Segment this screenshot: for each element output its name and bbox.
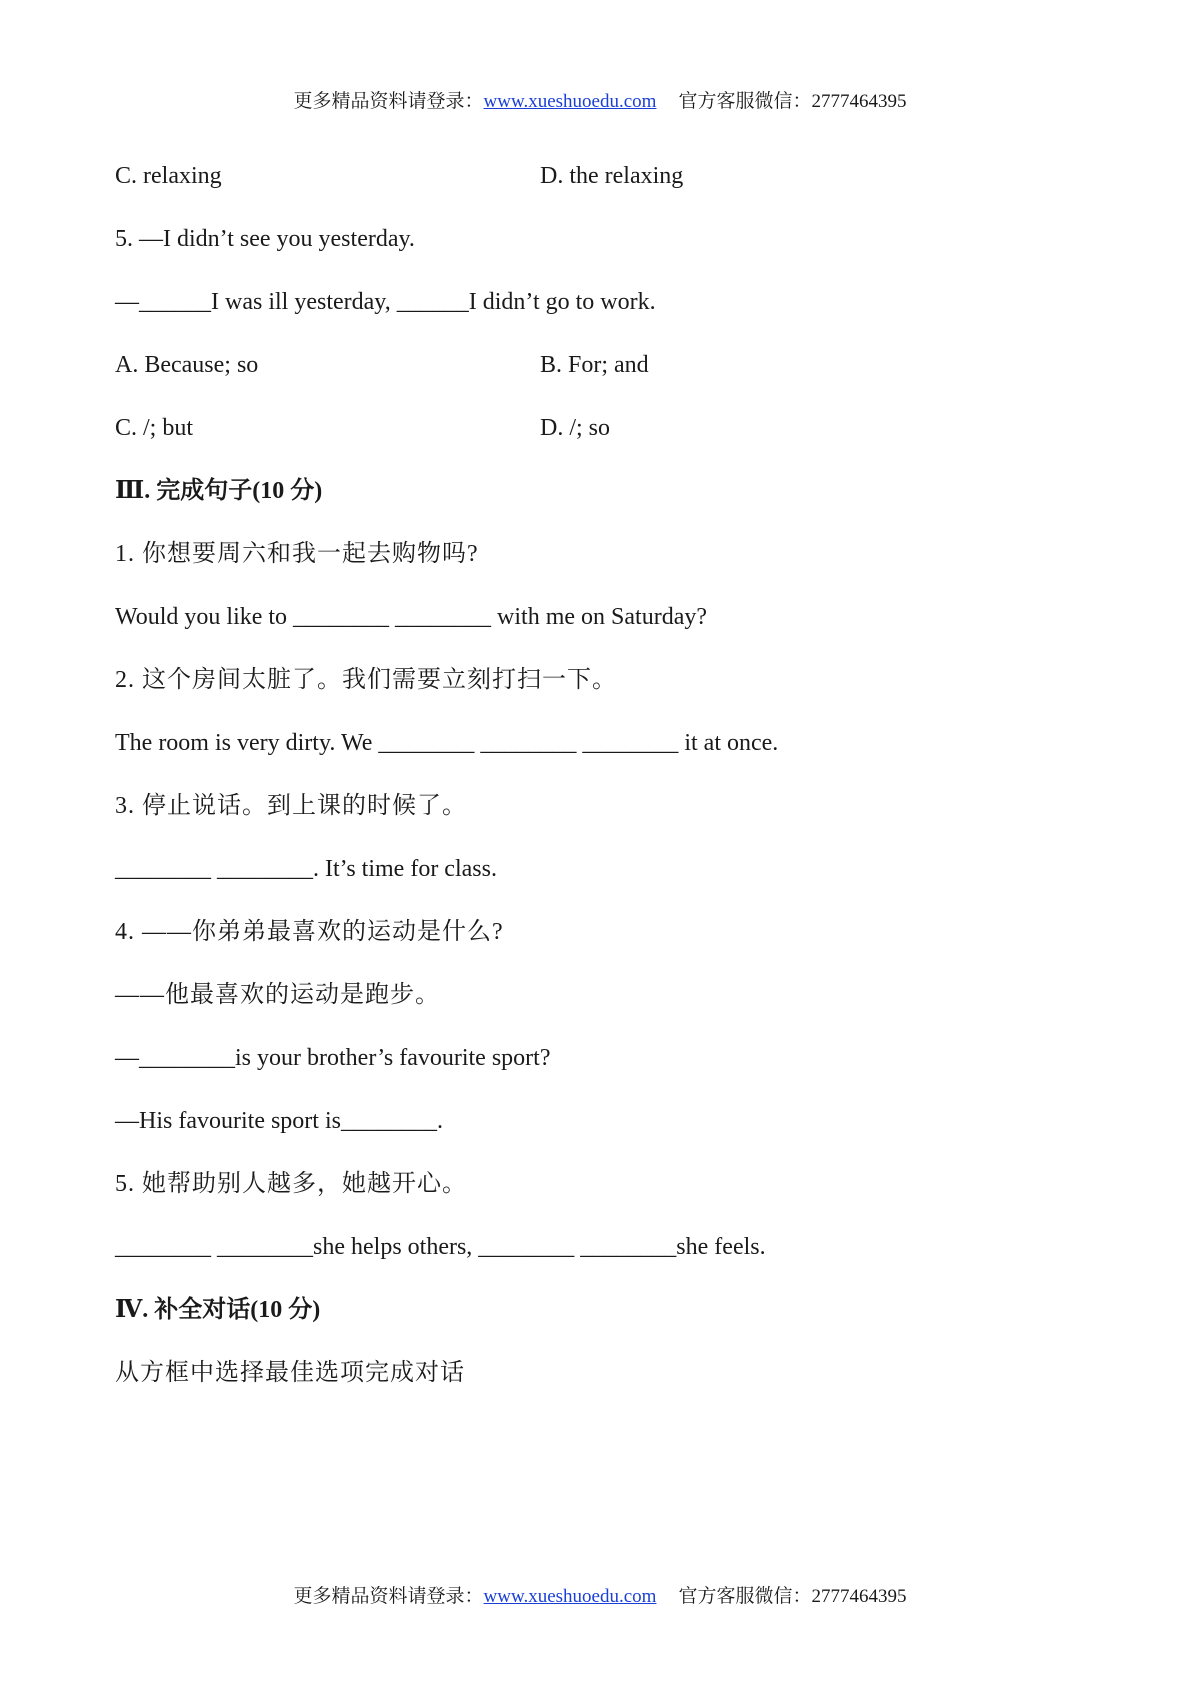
s3-item5-en: ________ ________she helps others, ________ ________she feels. (115, 1234, 766, 1260)
footer-site-link[interactable]: www.xueshuoedu.com (483, 1586, 657, 1607)
section3-title: Ⅲ. 完成句子(10 分) (115, 478, 323, 504)
s3-item2-cn: 2. 这个房间太脏了。我们需要立刻打扫一下。 (115, 667, 617, 693)
s3-item4-en: —________is your brother’s favourite sport? (115, 1045, 551, 1071)
q5-option-d: D. /; so (540, 415, 611, 441)
header-service: 官方客服微信：2777464395 (678, 91, 907, 112)
page-header (0, 90, 1200, 114)
s3-item3-cn: 3. 停止说话。到上课的时候了。 (115, 793, 467, 819)
header-prefix: 更多精品资料请登录： (293, 91, 484, 112)
s3-item4-cn2: ——他最喜欢的运动是跑步。 (115, 982, 440, 1008)
footer-service: 官方客服微信：2777464395 (678, 1586, 907, 1607)
s3-item3-en: ________ ________. It’s time for class. (115, 856, 497, 882)
q4-option-c: C. relaxing (115, 163, 222, 189)
q5-stem: 5. —I didn’t see you yesterday. (115, 226, 415, 252)
s3-item4-en2: —His favourite sport is________. (115, 1108, 443, 1134)
q5-reply: —______I was ill yesterday, ______I didn’t go to work. (115, 289, 656, 315)
q4-option-d: D. the relaxing (540, 163, 684, 189)
header-site-link[interactable]: www.xueshuoedu.com (483, 91, 657, 112)
q5-option-a: A. Because; so (115, 352, 259, 378)
s3-item1-en: Would you like to ________ ________ with me on Saturday? (115, 604, 708, 630)
section4-title: Ⅳ. 补全对话(10 分) (115, 1297, 321, 1323)
q5-option-b: B. For; and (540, 352, 649, 378)
footer-prefix: 更多精品资料请登录： (293, 1586, 484, 1607)
s3-item4-cn: 4. ——你弟弟最喜欢的运动是什么? (115, 919, 504, 945)
s3-item1-cn: 1. 你想要周六和我一起去购物吗? (115, 541, 479, 567)
s3-item5-cn: 5. 她帮助别人越多，她越开心。 (115, 1171, 467, 1197)
section4-instruction: 从方框中选择最佳选项完成对话 (115, 1360, 465, 1386)
page-footer (0, 1585, 1200, 1609)
s3-item2-en: The room is very dirty. We ________ ________ ________ it at once. (115, 730, 779, 756)
q5-option-c: C. /; but (115, 415, 194, 441)
